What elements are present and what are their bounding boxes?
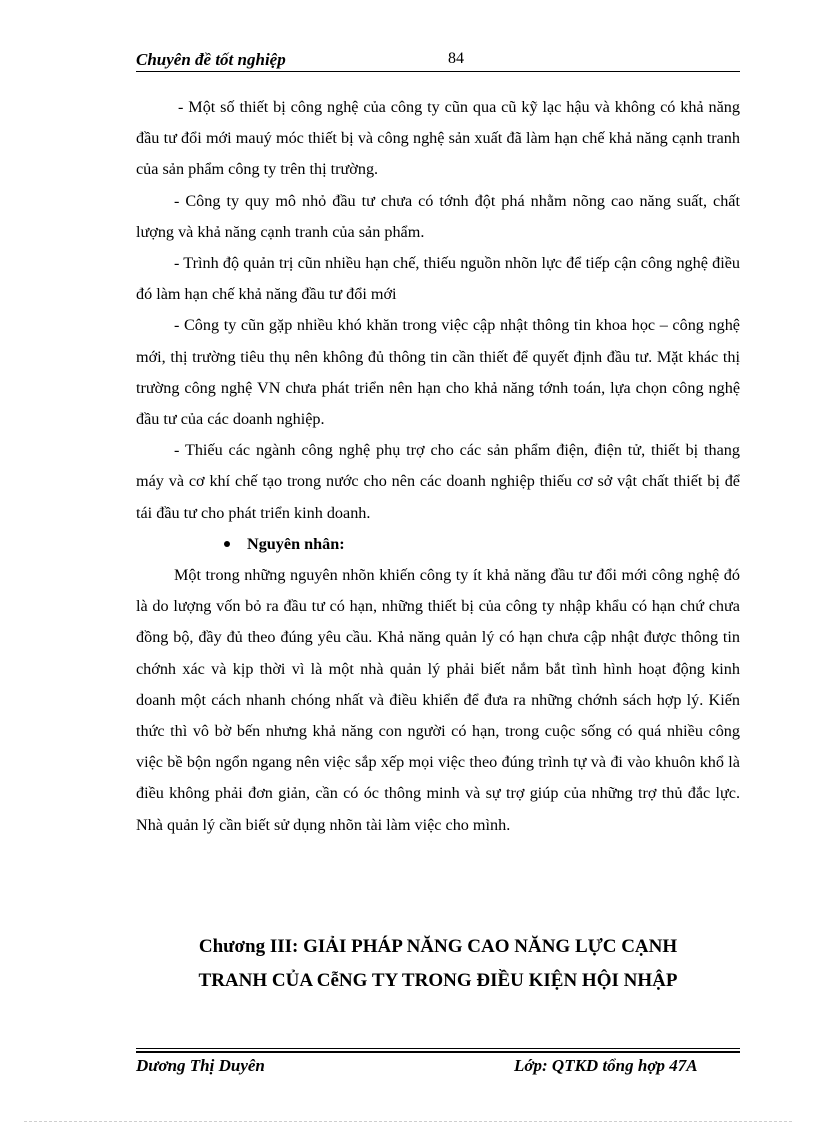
- footer-author: Dương Thị Duyên: [136, 1056, 265, 1075]
- page-number: 84: [448, 50, 464, 67]
- chapter-heading-line-1: Chương III: GIẢI PHÁP NĂNG CAO NĂNG LỰC CẠNH: [198, 936, 678, 957]
- paragraph-small-scale: - Công ty quy mô nhỏ đầu tư chưa có tớnh đột phá nhằm nõng cao năng suất, chất lượng và khả năng cạnh tranh của sản phẩm.: [136, 191, 740, 241]
- body-text: [136, 92, 740, 841]
- causes-heading-label: Nguyên nhân:: [247, 534, 345, 553]
- document-title: Chuyên đề tốt nghiệp: [136, 50, 286, 69]
- paragraph-causes: Một trong những nguyên nhõn khiến công ty ít khả năng đầu tư đổi mới công nghệ đó là do lượng vốn bỏ ra đầu tư có hạn, những thiết bị của công ty nhập khẩu có hạn chứ chưa đồng bộ, đầy đủ theo đúng yêu cầu. Khả năng quản lý có hạn chưa cập nhật được thông tin chớnh xác và kịp thời vì là một nhà quản lý phải biết nắm bắt tình hình hoạt động kinh doanh một cách nhanh chóng nhất và điều khiển để đưa ra những chớnh sách hợp lý. Kiến thức thì vô bờ bến nhưng khả năng con người có hạn, trong cuộc sống có quá nhiều công việc bề bộn ngổn ngang nên việc sắp xếp mọi việc theo đúng trình tự và đi vào khuôn khổ là điều không phải đơn giản, cần có óc thông minh và sự trợ giúp của những trợ thủ đắc lực. Nhà quản lý cần biết sử dụng nhõn tài làm việc cho mình.: [136, 566, 740, 834]
- chapter-heading: [136, 930, 740, 998]
- page-footer: [136, 1048, 740, 1088]
- page-header: [136, 46, 740, 72]
- footer-rule-thick: [136, 1051, 740, 1053]
- paragraph-supporting-industries: - Thiếu các ngành công nghệ phụ trợ cho các sản phẩm điện, điện tử, thiết bị thang máy và cơ khí chế tạo trong nước cho nên các doanh nghiệp thiếu cơ sở vật chất thiết bị để tái đầu tư cho phát triển kinh doanh.: [136, 441, 740, 522]
- paragraph-management-level: - Trình độ quản trị cũn nhiều hạn chế, thiếu nguồn nhõn lực để tiếp cận công nghệ điều đó làm hạn chế khả năng đầu tư đổi mới: [136, 254, 740, 304]
- paragraph-information-difficulty: - Công ty cũn gặp nhiều khó khăn trong việc cập nhật thông tin khoa học – công nghệ mới, thị trường tiêu thụ nên không đủ thông tin cần thiết để quyết định đầu tư. Mặt khác thị trường công nghệ VN chưa phát triển nên hạn cho khả năng tớnh toán, lựa chọn công nghệ đầu tư của các doanh nghiệp.: [136, 316, 740, 429]
- footer-class: Lớp: QTKD tổng hợp 47A: [514, 1056, 698, 1075]
- bullet-dot-icon: [224, 541, 230, 547]
- header-rule: [136, 71, 740, 72]
- page-edge: [24, 1121, 792, 1122]
- chapter-heading-line-2: TRANH CỦA CễNG TY TRONG ĐIỀU KIỆN HỘI NHẬP: [198, 970, 678, 991]
- causes-heading: [136, 529, 740, 560]
- footer-rule-thin: [136, 1048, 740, 1049]
- paragraph-outdated-equipment: - Một số thiết bị công nghệ của công ty cũn qua cũ kỹ lạc hậu và không có khả năng đầu tư đổi mới mauý móc thiết bị và công nghệ sản xuất đã làm hạn chế khả năng cạnh tranh của sản phẩm công ty trên thị trường.: [136, 98, 740, 179]
